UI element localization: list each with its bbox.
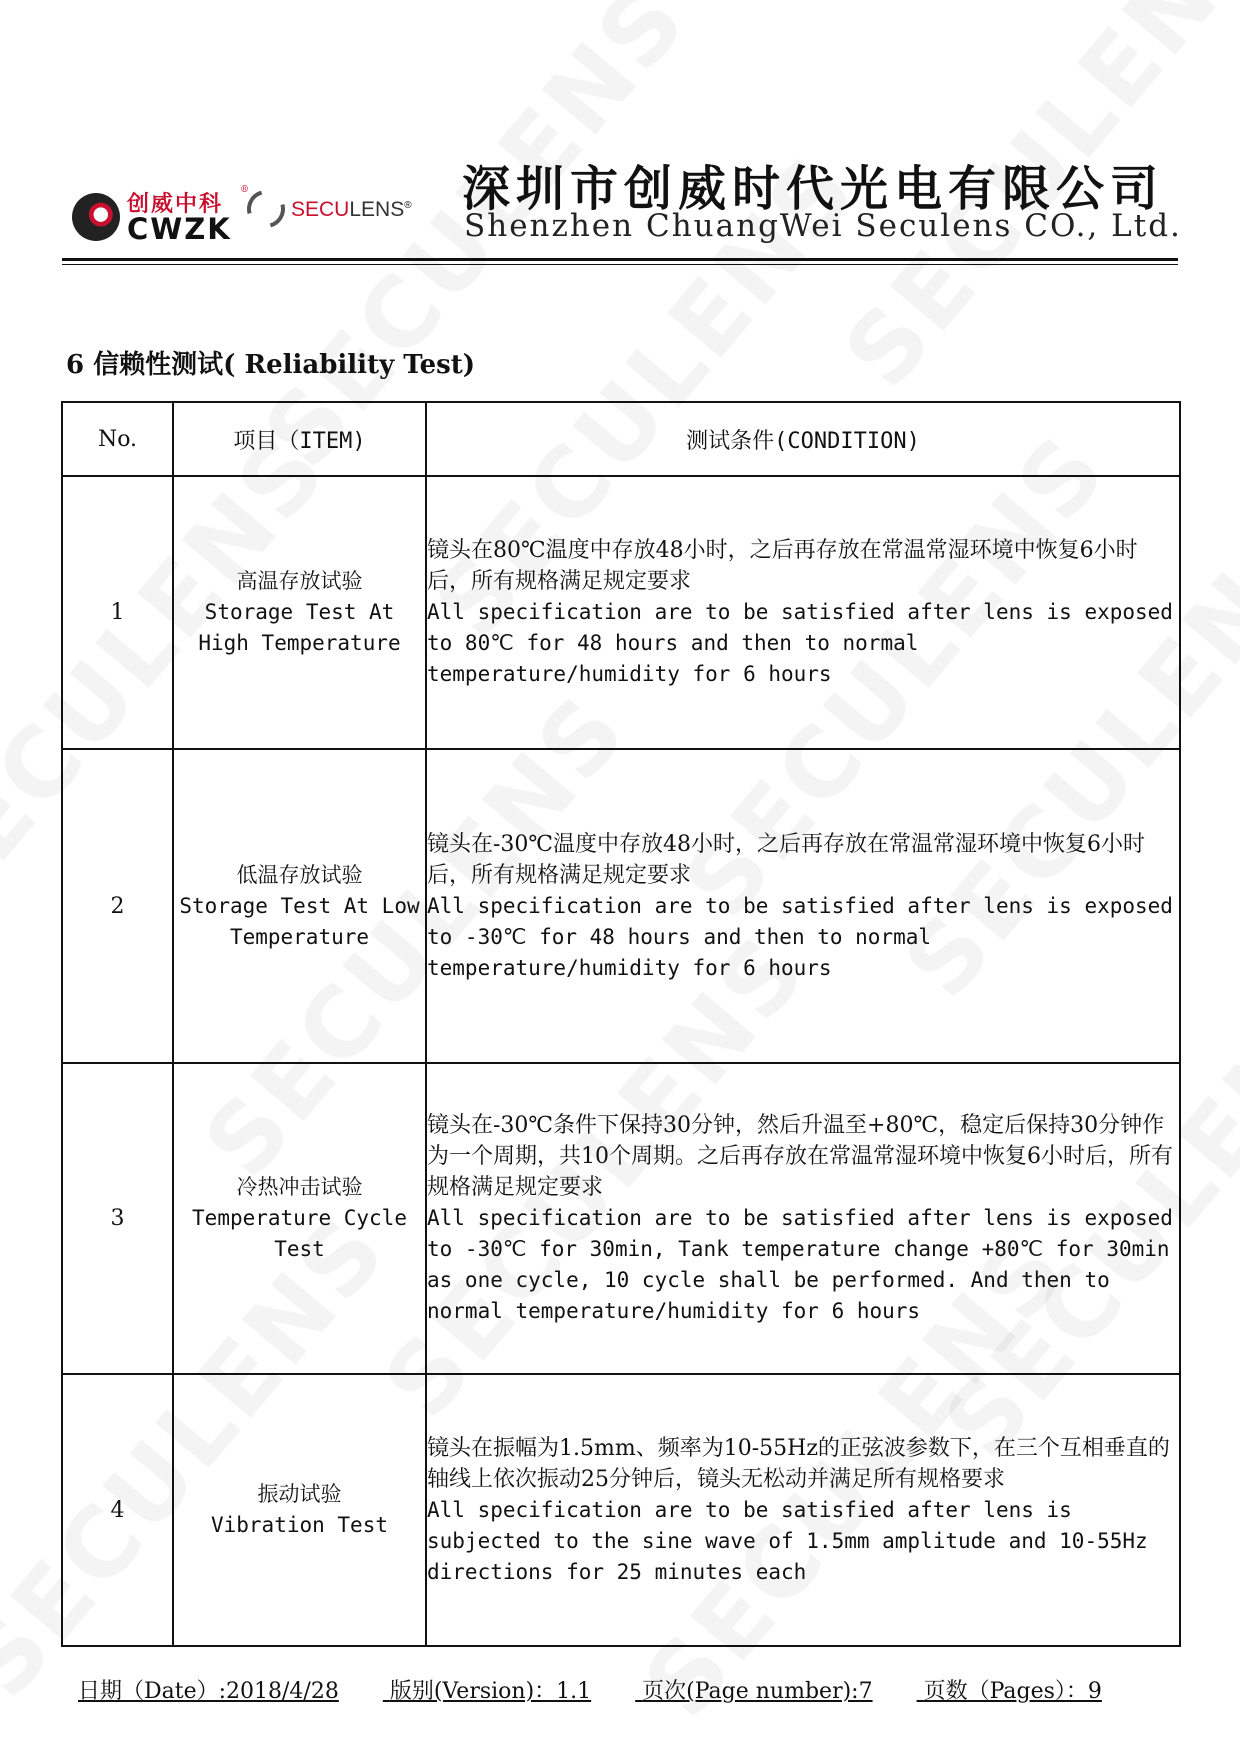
item-en: Storage Test At High Temperature <box>198 600 401 655</box>
item-cell <box>173 476 426 749</box>
condition-cell <box>426 1063 1180 1374</box>
table-header-row <box>62 402 1180 476</box>
item-cn: 低温存放试验 <box>236 862 363 887</box>
item-cn: 冷热冲击试验 <box>236 1175 363 1199</box>
header-no: No. <box>62 402 173 476</box>
footer-page-number: 页次(Page number):7 <box>642 1679 873 1704</box>
item-cn: 高温存放试验 <box>236 569 363 593</box>
section-title: 6 信赖性测试( Reliability Test) <box>66 350 476 380</box>
reliability-table <box>61 401 1181 1647</box>
row-number: 1 <box>62 476 173 749</box>
table-row <box>62 1374 1180 1646</box>
header-rule-thick <box>62 258 1178 261</box>
item-en: Storage Test At Low Temperature <box>179 893 420 949</box>
table-row <box>62 749 1180 1063</box>
cwzk-logo-icon <box>72 193 120 241</box>
company-name-en: Shenzhen ChuangWei Seculens CO., Ltd. <box>464 208 1182 244</box>
condition-en: All specification are to be satisfied after lens is exposed to 80℃ for 48 hours and then to normal temperature/humidity for 6 hours <box>427 600 1173 686</box>
condition-en: All specification are to be satisfied after lens is subjected to the sine wave of 1.5mm amplitude and 10-55Hz directions for 25 minutes each <box>427 1497 1148 1584</box>
table-row <box>62 1063 1180 1374</box>
brand-left: SECU <box>291 198 350 221</box>
condition-cell <box>426 476 1180 749</box>
row-number: 3 <box>62 1063 173 1374</box>
page-footer <box>78 1674 1102 1705</box>
item-cn: 振动试验 <box>257 1482 342 1506</box>
condition-en: All specification are to be satisfied after lens is exposed to -30℃ for 30min, Tank temperature change +80℃ for 30min as one cycle, 10 cycle shall be performed. And then to normal temperature/humidity for 6 hours <box>427 1206 1173 1323</box>
footer-date: 日期（Date）:2018/4/28 <box>78 1679 339 1704</box>
table-row <box>62 476 1180 749</box>
item-en: Temperature Cycle Test <box>192 1206 407 1261</box>
condition-cell <box>426 749 1180 1063</box>
header-rule-thin <box>62 264 1178 265</box>
logo-cn-text: 创威中科 <box>127 191 224 217</box>
item-cell <box>173 1374 426 1646</box>
company-name-cn: 深圳市创威时代光电有限公司 <box>462 161 1165 217</box>
condition-cn: 镜头在-30℃温度中存放48小时，之后再存放在常温常湿环境中恢复6小时后，所有规格满足规定要求 <box>427 831 1146 888</box>
condition-cn: 镜头在80℃温度中存放48小时，之后再存放在常温常湿环境中恢复6小时后，所有规格满足规定要求 <box>427 538 1138 594</box>
registered-mark: ® <box>240 185 249 195</box>
condition-cn: 镜头在振幅为1.5mm、频率为10-55Hz的正弦波参数下，在三个互相垂直的轴线上依次振动25分钟后，镜头无松动并满足所有规格要求 <box>427 1435 1170 1492</box>
footer-version: 版别(Version)：1.1 <box>389 1679 592 1704</box>
logo-en-text: CWZK <box>127 212 232 246</box>
header-item: 项目（ITEM) <box>173 402 426 476</box>
page-header <box>62 150 1182 270</box>
footer-pages: 页数（Pages）：9 <box>923 1679 1102 1704</box>
brand-registered-mark: ® <box>404 200 412 211</box>
seculens-logo-text <box>291 198 412 222</box>
header-condition: 测试条件(CONDITION) <box>426 402 1180 476</box>
cwzk-logo <box>72 185 247 245</box>
brand-right: LENS <box>349 198 405 221</box>
seculens-logo <box>247 190 417 230</box>
condition-cell <box>426 1374 1180 1646</box>
condition-en: All specification are to be satisfied after lens is exposed to -30℃ for 48 hours and then to normal temperature/humidity for 6 hours <box>427 893 1173 980</box>
item-en: Vibration Test <box>210 1513 388 1537</box>
seculens-logo-icon <box>240 183 292 235</box>
item-cell <box>173 749 426 1063</box>
row-number: 4 <box>62 1374 173 1646</box>
row-number: 2 <box>62 749 173 1063</box>
item-cell <box>173 1063 426 1374</box>
condition-cn: 镜头在-30℃条件下保持30分钟，然后升温至+80℃，稳定后保持30分钟作为一个周期，共10个周期。之后再存放在常温常湿环境中恢复6小时后，所有规格满足规定要求 <box>427 1113 1173 1200</box>
